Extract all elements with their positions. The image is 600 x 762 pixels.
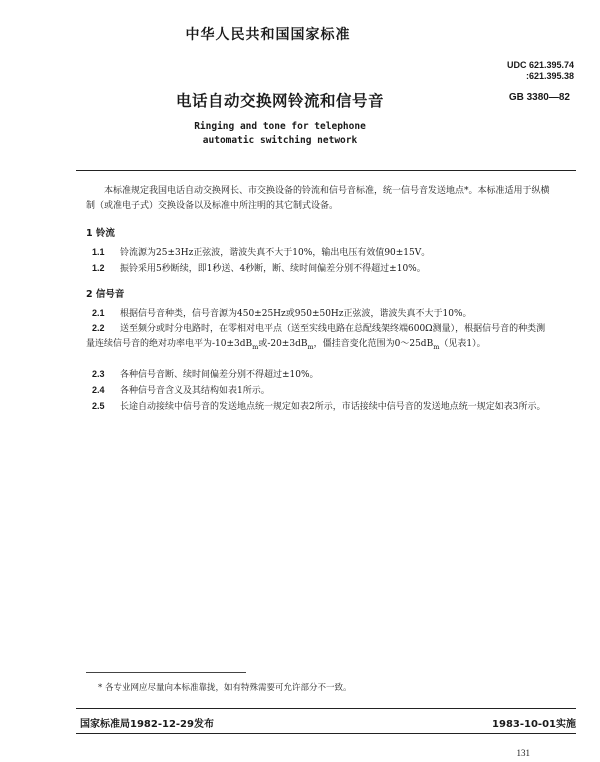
clause-number: 2.5 [92,401,105,411]
footnote: * 各专业网应尽量向本标准靠拢，如有特殊需要可允许部分不一致。 [98,683,352,693]
footnote-divider [86,672,246,673]
footer-divider [76,708,576,709]
standard-type-heading: 中华人民共和国国家标准 [185,27,351,43]
unit-subscript: m [307,342,314,351]
clause-number: 1.2 [92,263,105,273]
section-heading-1: 1 铃流 [86,228,115,239]
udc-line-1: UDC 621.395.74 [506,60,574,70]
english-title-line-1: Ringing and tone for telephone [194,121,366,132]
clause-2-1 [86,306,554,322]
clause-number: 2.4 [92,385,105,395]
clause-1-2 [86,261,554,277]
clause-text-a: 送至频分或时分电路时，在零相对电平点（送至实线电路在总配线架终端600Ω测量），根据信号音的种类测量连续信号音的绝对功率电平为-10±3dB [86,324,546,349]
clause-number: 1.1 [92,247,105,257]
unit-subscript: m [252,342,259,351]
clause-2-3 [86,367,554,383]
section-heading-2: 2 信号音 [86,289,125,300]
english-title-line-2: automatic switching network [202,135,358,146]
clause-2-2 [86,321,554,355]
clause-number: 2.1 [92,308,105,318]
clause-text: 各种信号音含义及其结构如表1所示。 [120,386,270,396]
intro-paragraph: 本标准规定我国电话自动交换网长、市交换设备的铃流和信号音标准，统一信号音发送地点*。本标准适用于纵横制（或准电子式）交换设备以及标准中所注明的其它制式设备。 [86,186,550,211]
clause-2-5 [86,399,554,415]
clause-1-1 [86,245,554,261]
header-divider [76,170,576,171]
clause-number: 2.2 [92,323,105,333]
clause-number: 2.3 [92,369,105,379]
udc-classification [444,60,574,82]
issue-date: 国家标准局1982-12-29发布 [80,719,214,730]
clause-2-4 [86,383,554,399]
udc-line-2: :621.395.38 [525,71,574,81]
clause-text: 长途自动接续中信号音的发送地点统一规定如表2所示，市话接续中信号音的发送地点统一规定如表3所示。 [120,402,546,412]
clause-text-d: （见表1）。 [439,339,486,349]
clause-text-c: ，僵挂音变化范围为0～25dB [313,339,434,349]
clause-text: 铃流源为25±3Hz正弦波，谐波失真不大于10%，输出电压有效值90±15V。 [120,248,431,258]
document-title: 电话自动交换网铃流和信号音 [175,92,384,110]
clause-text: 各种信号音断、续时间偏差分别不得超过±10%。 [120,370,319,380]
unit-subscript: m [433,342,440,351]
page-number: 131 [516,748,530,758]
clause-text: 振铃采用5秒断续，即1秒送、4秒断，断、续时间偏差分别不得超过±10%。 [120,264,426,274]
clause-text: 根据信号音种类，信号音源为450±25Hz或950±50Hz正弦波，谐波失真不大于10%。 [120,309,472,319]
english-title [150,120,410,148]
gb-standard-code: GB 3380—82 [508,92,570,103]
clause-text-b: 或-20±3dB [258,339,308,349]
effective-date: 1983-10-01实施 [492,719,576,730]
footer-bottom-divider [76,733,576,734]
